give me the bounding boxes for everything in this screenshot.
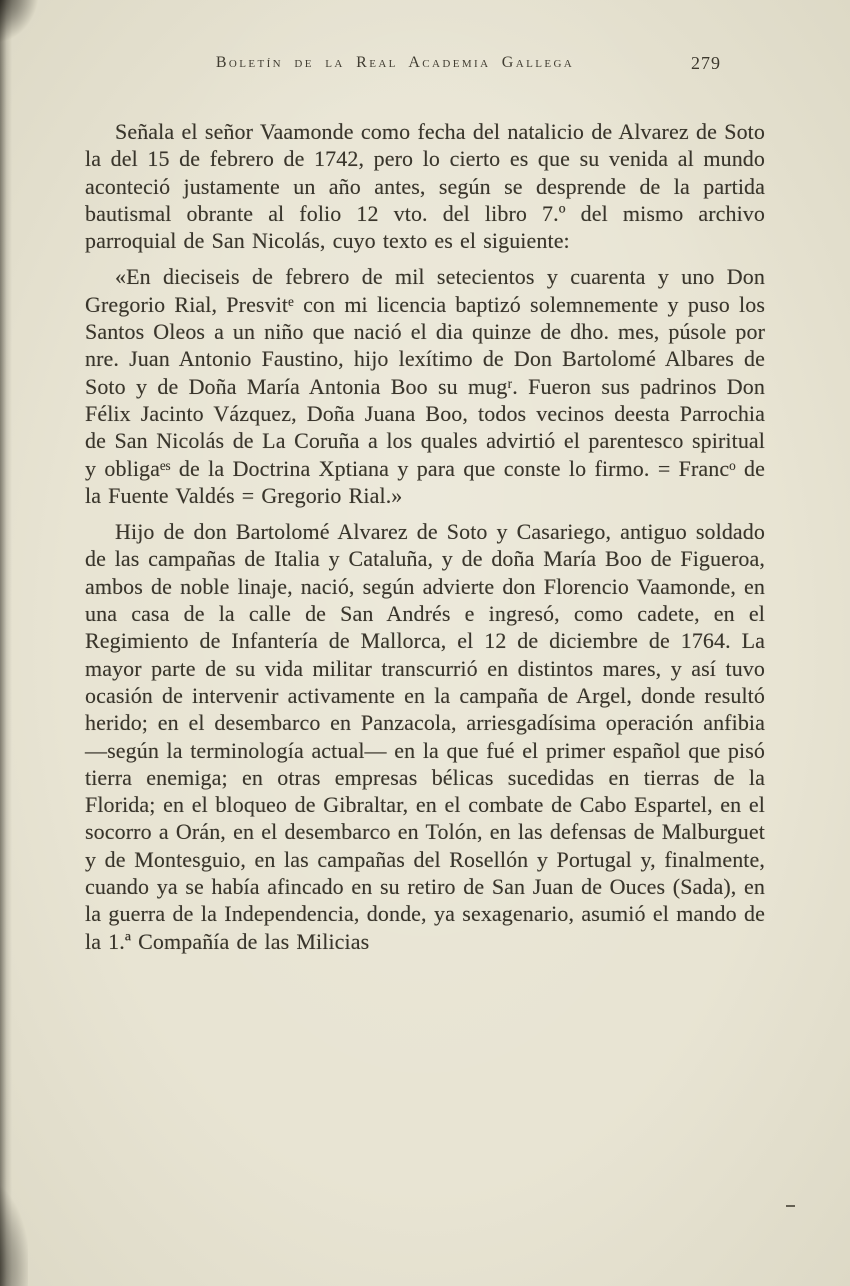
scan-corner-mark-top xyxy=(0,0,38,42)
running-header xyxy=(85,54,765,78)
paragraph-baptism-record-quote: «En dieciseis de febrero de mil setecientos y cuarenta y uno Don Gregorio Rial, Presvitᵉ con mi licencia baptizó solemnemente y puso los Santos Oleos a un niño que nació el dia quinze de dho. mes, púsole por nre. Juan Antonio Faustino, hijo lexítimo de Don Bartolomé Albares de Soto y de Doña María Antonia Boo su mugʳ. Fueron sus padrinos Don Félix Jacinto Vázquez, Doña Juana Boo, todos vecinos deesta Parrochia de San Nicolás de La Coruña a los quales advirtió el parentesco spiritual y obligaᵉˢ de la Doctrina Xptiana y para que conste lo firmo. = Francᵒ de la Fuente Valdés = Gregorio Rial.» xyxy=(85,264,765,508)
paragraph-biography: Hijo de don Bartolomé Alvarez de Soto y Casariego, antiguo soldado de las campañas de Italia y Cataluña, y de doña María Boo de Figueroa, ambos de noble linaje, nació, según advierte don Florencio Vaamonde, en una casa de la calle de San Andrés e ingresó, como cadete, en el Regimiento de Infantería de Mallorca, el 12 de diciembre de 1764. La mayor parte de su vida militar transcurrió en distintos mares, y así tuvo ocasión de intervenir activamente en la campaña de Argel, donde resultó herido; en el desembarco en Panzacola, arriesgadísima operación anfibia —según la terminología actual— en la que fué el primer español que pisó tierra enemiga; en otras empresas bélicas sucedidas en tierras de la Florida; en el bloqueo de Gibraltar, en el combate de Cabo Espartel, en el socorro a Orán, en el desembarco en Tolón, en las defensas de Malburguet y de Montesguio, en las campañas del Rosellón y Portugal y, finalmente, cuando ya se había afincado en su retiro de San Juan de Ouces (Sada), en la guerra de la Independencia, donde, ya sexagenario, asumió el mando de la 1.ª Compañía de las Milicias xyxy=(85,519,765,954)
scan-corner-mark-bottom xyxy=(0,1186,28,1286)
paragraph-intro: Señala el señor Vaamonde como fecha del natalicio de Alvarez de Soto la del 15 de febrero de 1742, pero lo cierto es que su venida al mundo aconteció justamente un año antes, según se desprende de la partida bautismal obrante al folio 12 vto. del libro 7.º del mismo archivo parroquial de San Nicolás, cuyo texto es el siguiente: xyxy=(85,119,765,254)
page-number: 279 xyxy=(691,53,721,73)
journal-title: Boletín de la Real Academia Gallega xyxy=(215,54,575,71)
scan-left-edge-shadow xyxy=(0,0,12,1286)
body-text xyxy=(85,118,765,955)
scan-speck xyxy=(786,1205,795,1207)
text-column xyxy=(85,0,765,955)
